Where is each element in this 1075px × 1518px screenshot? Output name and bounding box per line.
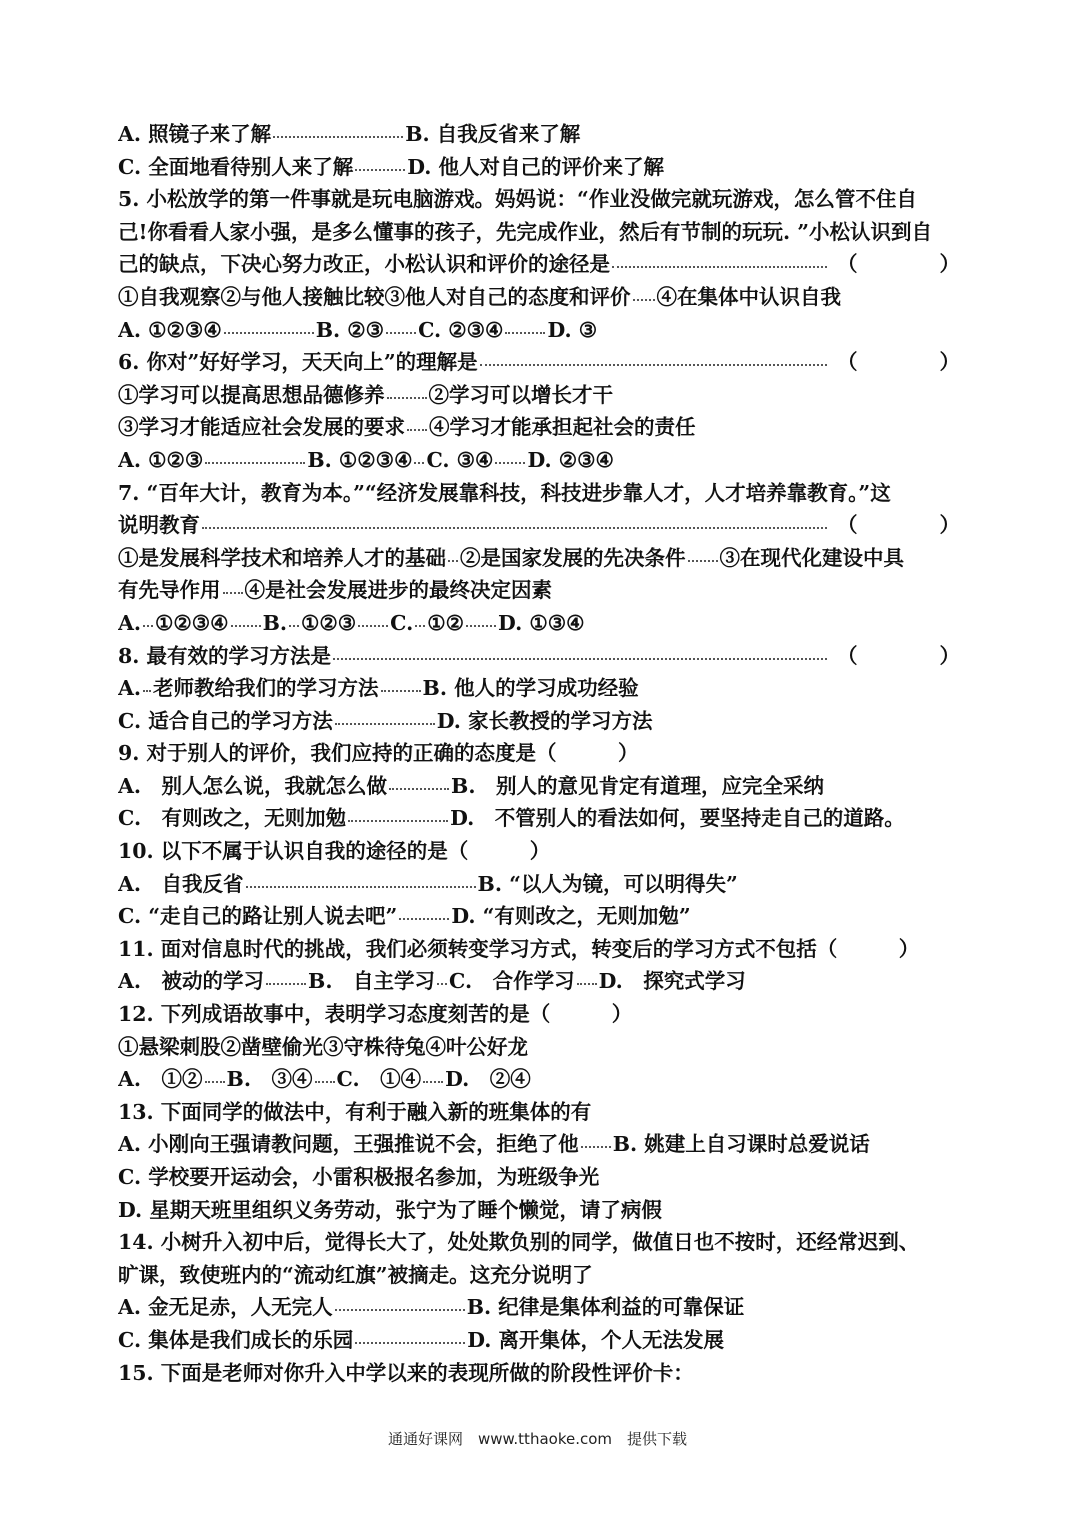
line-segment: B. xyxy=(262,610,288,635)
text-line xyxy=(118,1161,960,1194)
line-segment: ③在现代化建设中具 xyxy=(719,545,904,570)
line-segment: 己的缺点，下决心努力改正，小松认识和评价的途径是 xyxy=(118,252,610,277)
text-line xyxy=(118,411,960,444)
line-segment: C. 学校要开运动会，小雷积极报名参加，为班级争光 xyxy=(118,1165,600,1189)
text-line xyxy=(118,1259,960,1292)
text-line xyxy=(118,737,960,770)
line-segment: D. 探究式学习 xyxy=(598,969,746,994)
line-segment: C. 集体是我们成长的乐园 xyxy=(118,1327,354,1352)
dot-leader xyxy=(315,1081,335,1083)
line-segment: B. “以人为镜，可以明得失” xyxy=(477,871,738,896)
text-line xyxy=(118,933,960,966)
line-segment: B. 自我反省来了解 xyxy=(405,122,581,146)
dot-leader xyxy=(480,364,827,366)
line-segment: D. 他人对自己的评价来了解 xyxy=(407,154,665,179)
line-segment: D. 家长教授的学习方法 xyxy=(436,708,653,733)
line-segment: A. 被动的学习 xyxy=(118,969,265,994)
line-segment: 11. 面对信息时代的挑战，我们必须转变学习方式，转变后的学习方式不包括（ ） xyxy=(118,936,920,961)
line-segment: A. 照镜子来了解 xyxy=(118,122,272,146)
line-segment: C. 全面地看待别人来了解 xyxy=(118,154,354,179)
line-segment: C. ①④ xyxy=(336,1067,422,1092)
line-segment: ④学习才能承担起社会的责任 xyxy=(429,415,696,440)
text-line xyxy=(118,1194,960,1227)
dot-leader xyxy=(581,1146,611,1148)
dot-leader xyxy=(407,429,427,431)
line-segment: D. ②③④ xyxy=(527,447,614,472)
line-segment: ④在集体中认识自我 xyxy=(656,284,841,309)
text-line xyxy=(118,281,960,314)
text-line xyxy=(118,1128,960,1161)
line-segment: A. ①② xyxy=(118,1067,203,1092)
dot-leader xyxy=(143,690,151,692)
line-segment: A. ①②③ xyxy=(118,447,204,472)
dot-leader xyxy=(423,1081,443,1083)
dot-leader xyxy=(448,560,458,562)
line-segment: D. 星期天班里组织义务劳动，张宁为了睡个懒觉，请了病假 xyxy=(118,1197,662,1222)
line-segment: ①②③④ xyxy=(155,610,229,635)
text-line xyxy=(118,1226,960,1259)
dot-leader xyxy=(381,690,421,692)
dot-leader xyxy=(205,1081,225,1083)
text-line xyxy=(118,1096,960,1129)
dot-leader xyxy=(246,886,476,888)
line-segment: D. 不管别人的看法如何，要坚持走自己的道路。 xyxy=(450,806,905,831)
dot-leader xyxy=(415,625,425,627)
line-segment: B. ①②③④ xyxy=(307,447,413,472)
line-segment: ①悬梁刺股②凿壁偷光③守株待兔④叶公好龙 xyxy=(118,1034,528,1059)
text-line xyxy=(118,835,960,868)
line-segment: 有先导作用 xyxy=(118,578,221,603)
line-segment: B. 自主学习 xyxy=(308,969,436,994)
dot-leader xyxy=(202,527,827,529)
text-line xyxy=(118,770,960,803)
line-segment: 15. 下面是老师对你升入中学以来的表现所做的阶段性评价卡： xyxy=(118,1360,694,1385)
text-line xyxy=(118,705,960,738)
text-line xyxy=(118,542,960,575)
text-line xyxy=(118,379,960,412)
line-segment: B. ③④ xyxy=(226,1067,313,1092)
answer-blank[interactable]: （ ） xyxy=(837,643,960,668)
line-segment: ④是社会发展进步的最终决定因素 xyxy=(244,578,552,603)
dot-leader xyxy=(273,136,403,138)
line-segment: 13. 下面同学的做法中，有利于融入新的班集体的有 xyxy=(118,1099,592,1124)
dot-leader xyxy=(386,332,416,334)
line-segment: A. xyxy=(118,676,142,701)
dot-leader xyxy=(289,625,299,627)
line-segment: B. 纪律是集体利益的可靠保证 xyxy=(466,1295,745,1320)
exam-page xyxy=(118,118,960,1389)
line-segment: C. 有则改之，无则加勉 xyxy=(118,806,347,831)
text-line xyxy=(118,509,960,542)
dot-leader xyxy=(612,266,827,268)
text-line xyxy=(118,802,960,835)
line-segment: D. ①③④ xyxy=(498,610,585,635)
text-line xyxy=(118,444,960,477)
dot-leader xyxy=(205,462,305,464)
dot-leader xyxy=(333,658,827,660)
line-segment: ①是发展科学技术和培养人才的基础 xyxy=(118,545,446,570)
text-line xyxy=(118,1063,960,1096)
dot-leader xyxy=(505,332,545,334)
line-segment: 6. 你对”好好学习，天天向上”的理解是 xyxy=(118,350,478,375)
text-line xyxy=(118,640,960,673)
line-segment: D. 离开集体，个人无法发展 xyxy=(467,1327,725,1352)
dot-leader xyxy=(414,462,424,464)
line-segment: A. xyxy=(118,610,142,635)
dot-leader xyxy=(348,820,448,822)
line-segment: A. 别人怎么说，我就怎么做 xyxy=(118,773,388,798)
line-segment: ①② xyxy=(427,610,465,635)
line-segment: C. 适合自己的学习方法 xyxy=(118,708,333,733)
text-line xyxy=(118,477,960,510)
line-segment: ③学习才能适应社会发展的要求 xyxy=(118,415,405,440)
line-segment: C. xyxy=(390,610,414,635)
dot-leader xyxy=(495,462,525,464)
text-line xyxy=(118,248,960,281)
line-segment: A. ①②③④ xyxy=(118,317,222,342)
line-segment: 9. 对于别人的评价，我们应持的正确的态度是（ ） xyxy=(118,741,639,766)
text-line xyxy=(118,998,960,1031)
line-segment: 旷课，致使班内的“流动红旗”被摘走。这充分说明了 xyxy=(118,1262,593,1287)
line-segment: C. 合作学习 xyxy=(449,969,575,994)
line-segment: ②学习可以增长才干 xyxy=(428,382,613,407)
text-line xyxy=(118,1357,960,1390)
dot-leader xyxy=(437,983,447,985)
dot-leader xyxy=(223,592,243,594)
line-segment: B. 姚建上自习课时总爱说话 xyxy=(612,1132,870,1157)
dot-leader xyxy=(266,983,306,985)
dot-leader xyxy=(399,918,449,920)
dot-leader xyxy=(231,625,261,627)
dot-leader xyxy=(143,625,153,627)
dot-leader xyxy=(335,723,435,725)
line-segment: C. ②③④ xyxy=(418,317,504,342)
dot-leader xyxy=(224,332,314,334)
dot-leader xyxy=(387,397,427,399)
text-line xyxy=(118,314,960,347)
line-segment: 8. 最有效的学习方法是 xyxy=(118,643,332,668)
answer-blank[interactable]: （ ） xyxy=(837,513,960,538)
answer-blank[interactable]: （ ） xyxy=(837,252,960,277)
text-line xyxy=(118,574,960,607)
line-segment: B. ②③ xyxy=(315,317,385,342)
line-segment: 5. 小松放学的第一件事就是玩电脑游戏。妈妈说：“作业没做完就玩游戏，怎么管不住自 xyxy=(118,187,917,212)
line-segment: ①自我观察②与他人接触比较③他人对自己的态度和评价 xyxy=(118,284,631,309)
text-line xyxy=(118,346,960,379)
line-segment: D. ③ xyxy=(547,317,598,342)
text-line xyxy=(118,1031,960,1064)
dot-leader xyxy=(466,625,496,627)
line-segment: 14. 小树升入初中后，觉得长大了，处处欺负别的同学，做值日也不按时，还经常迟到、 xyxy=(118,1230,920,1255)
text-line xyxy=(118,1291,960,1324)
dot-leader xyxy=(577,983,597,985)
text-line xyxy=(118,868,960,901)
line-segment: 老师教给我们的学习方法 xyxy=(153,676,379,701)
text-line xyxy=(118,965,960,998)
dot-leader xyxy=(688,560,718,562)
line-segment: D. “有则改之，无则加勉” xyxy=(451,904,691,929)
line-segment: B. 别人的意见肯定有道理，应完全采纳 xyxy=(451,773,825,798)
text-line xyxy=(118,216,960,249)
dot-leader xyxy=(355,169,405,171)
line-segment: ①学习可以提高思想品德修养 xyxy=(118,382,385,407)
text-line xyxy=(118,151,960,184)
dot-leader xyxy=(358,625,388,627)
answer-blank[interactable]: （ ） xyxy=(837,350,960,375)
line-segment: C. “走自己的路让别人说去吧” xyxy=(118,904,398,929)
line-segment: A. 金无足赤，人无完人 xyxy=(118,1295,333,1320)
line-segment: B. 他人的学习成功经验 xyxy=(422,676,639,701)
line-segment: A. 小刚向王强请教问题，王强推说不会，拒绝了他 xyxy=(118,1132,579,1157)
line-segment: 12. 下列成语故事中，表明学习态度刻苦的是（ ） xyxy=(118,1002,633,1027)
dot-leader xyxy=(335,1309,465,1311)
text-line xyxy=(118,118,960,151)
dot-leader xyxy=(633,299,655,301)
line-segment: A. 自我反省 xyxy=(118,871,244,896)
line-segment: C. ③④ xyxy=(426,447,494,472)
text-line xyxy=(118,900,960,933)
line-segment: ②是国家发展的先决条件 xyxy=(460,545,686,570)
text-line xyxy=(118,1324,960,1357)
line-segment: ①②③ xyxy=(301,610,357,635)
line-segment: D. ②④ xyxy=(445,1067,531,1092)
dot-leader xyxy=(355,1342,465,1344)
line-segment: 己!你看看人家小强，是多么懂事的孩子，先完成作业，然后有节制的玩玩. ”小松认识到自 xyxy=(118,219,933,244)
line-segment: 10. 以下不属于认识自我的途径的是（ ） xyxy=(118,839,551,864)
text-line xyxy=(118,672,960,705)
line-segment: 说明教育 xyxy=(118,513,200,538)
line-segment: 7. “百年大计，教育为本。”“经济发展靠科技，科技进步靠人才，人才培养靠教育。”这 xyxy=(118,480,891,505)
text-line xyxy=(118,183,960,216)
dot-leader xyxy=(389,788,449,790)
footer-text: 通通好课网 www.tthaoke.com 提供下载 xyxy=(387,1430,688,1448)
text-line xyxy=(118,607,960,640)
